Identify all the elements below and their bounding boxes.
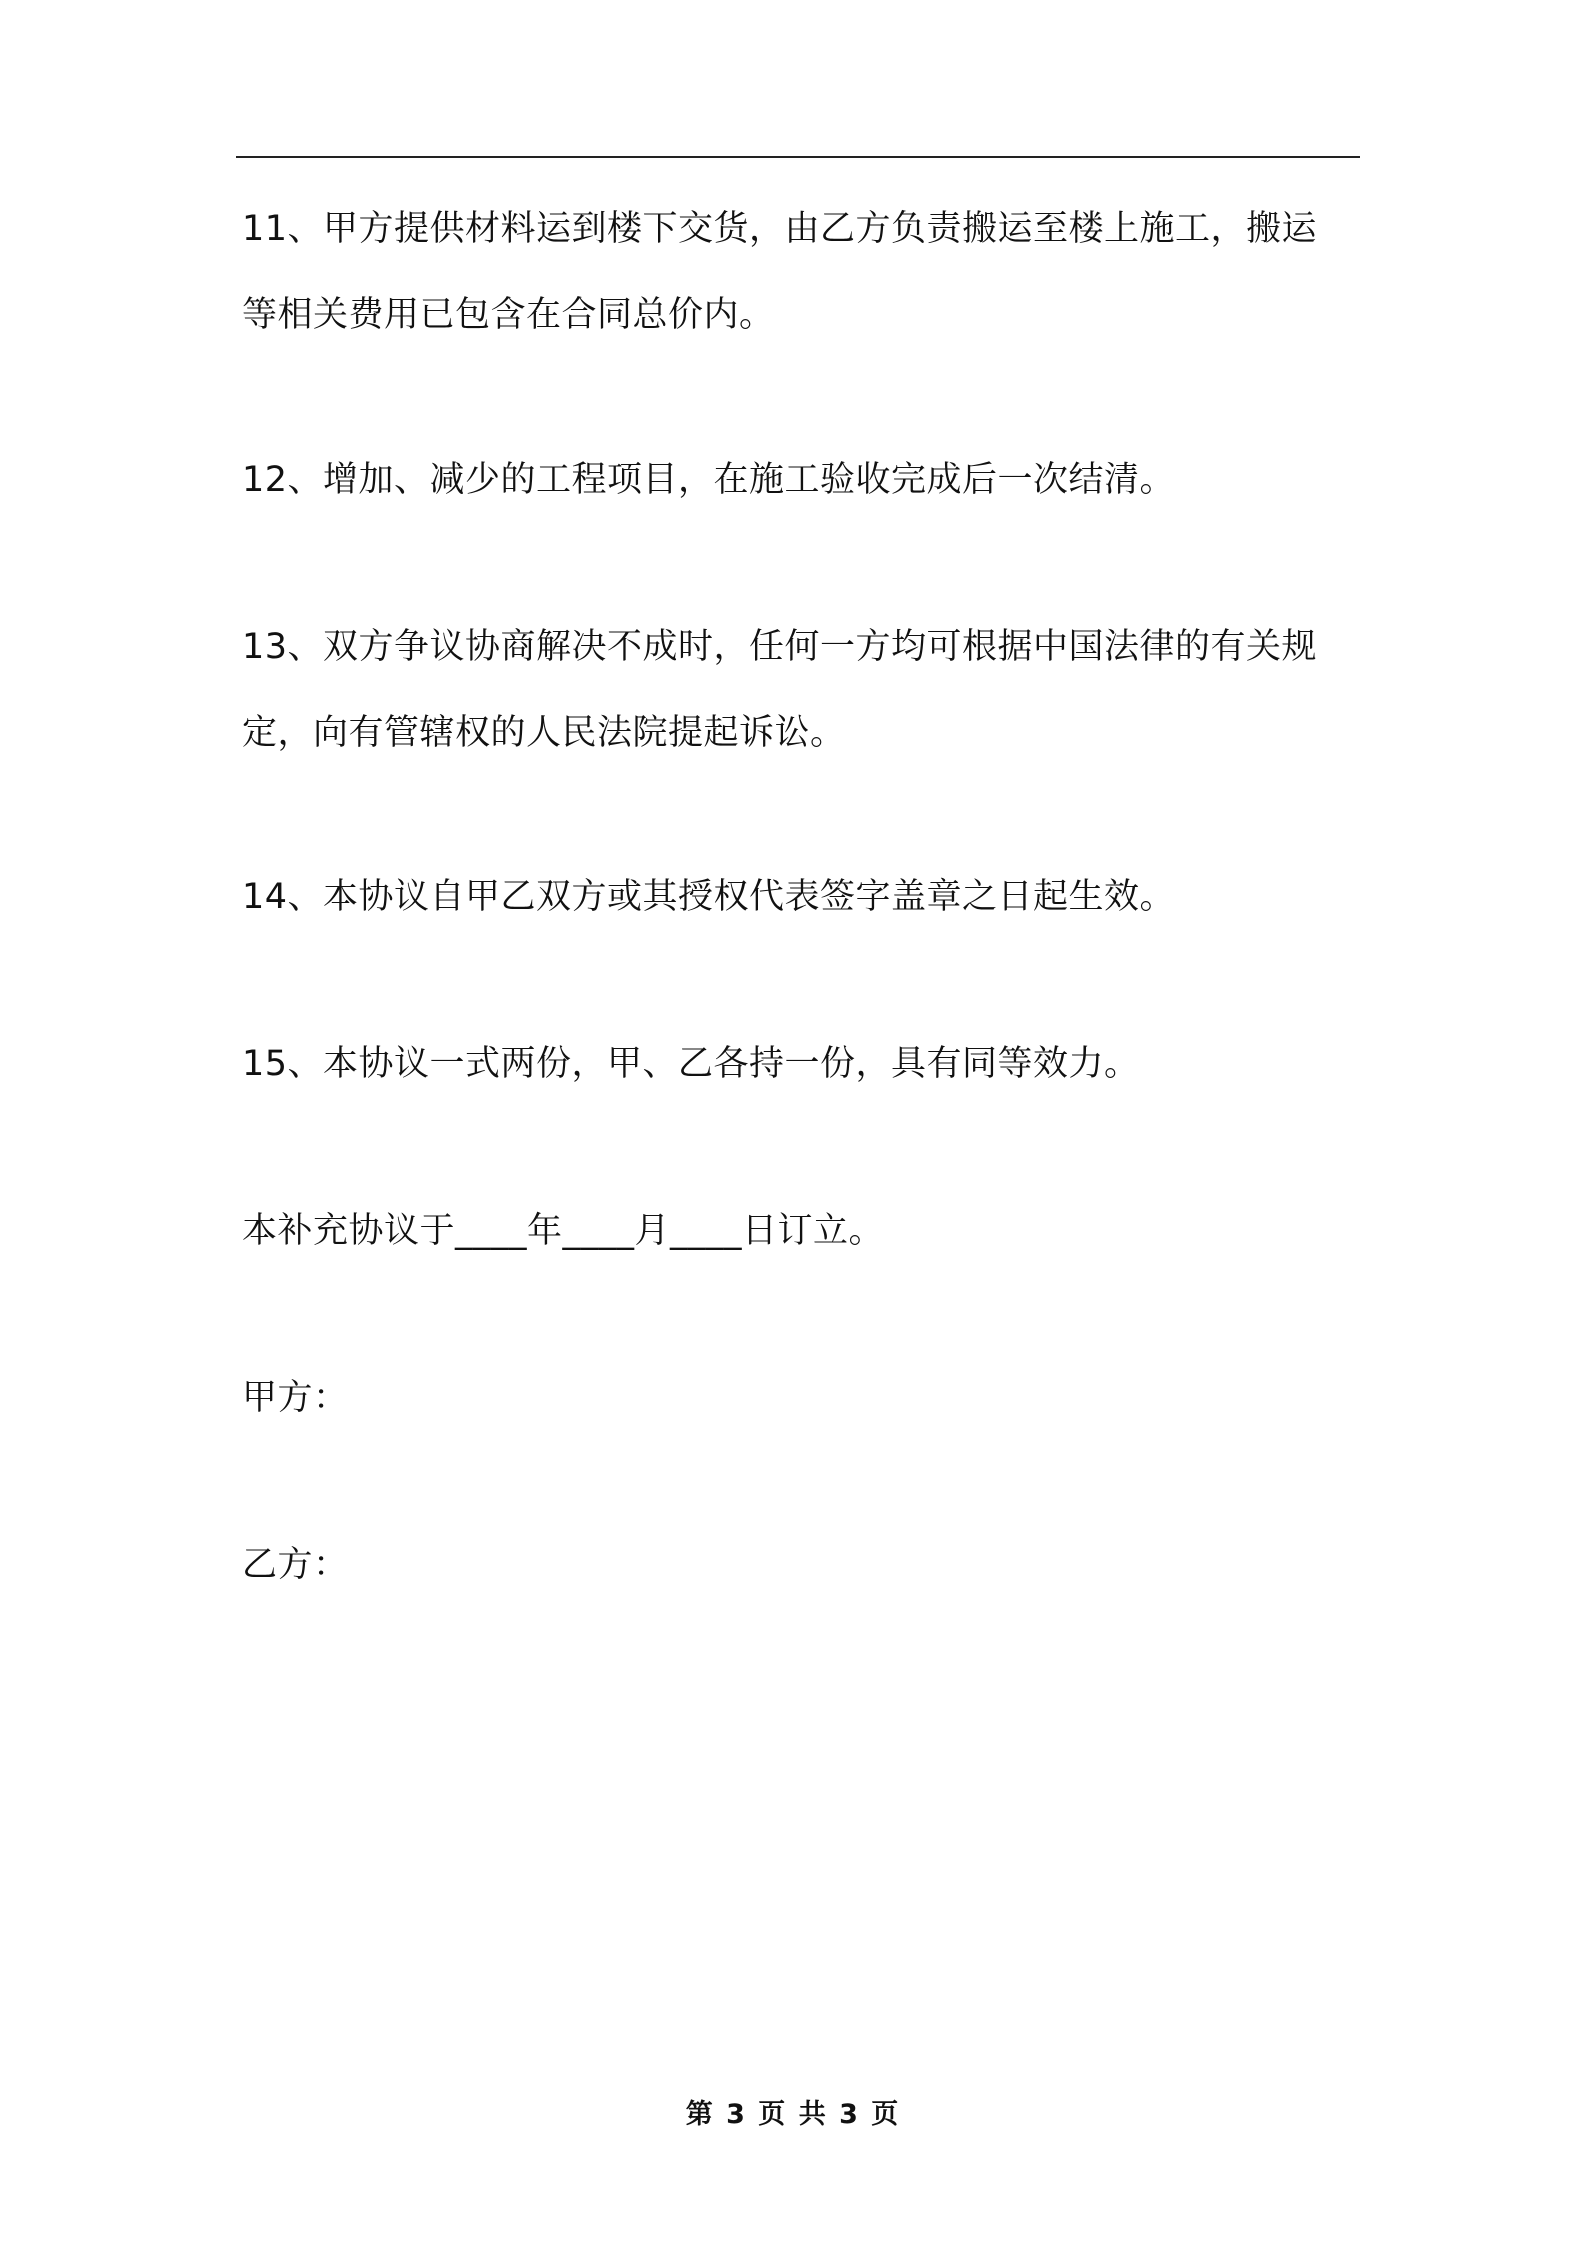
clause-11-line-1: 11、甲方提供材料运到楼下交货，由乙方负责搬运至楼上施工，搬运 xyxy=(242,209,1318,249)
clause-14-line-1: 14、本协议自甲乙双方或其授权代表签字盖章之日起生效。 xyxy=(242,877,1176,917)
signing-date-line: 本补充协议于____年____月____日订立。 xyxy=(242,1211,885,1251)
header-divider xyxy=(236,156,1360,158)
party-a-label: 甲方： xyxy=(242,1378,349,1418)
clause-14 xyxy=(242,854,1362,940)
clause-11 xyxy=(242,186,1362,358)
clause-12-line-1: 12、增加、减少的工程项目，在施工验收完成后一次结清。 xyxy=(242,460,1176,500)
party-b-label: 乙方： xyxy=(242,1545,349,1585)
page-number: 第 3 页 共 3 页 xyxy=(685,2099,901,2130)
clause-15 xyxy=(242,1021,1362,1107)
clause-15-line-1: 15、本协议一式两份，甲、乙各持一份，具有同等效力。 xyxy=(242,1044,1140,1084)
clause-11-line-2: 等相关费用已包含在合同总价内。 xyxy=(242,295,775,335)
clause-12 xyxy=(242,437,1362,523)
clause-13 xyxy=(242,604,1362,776)
clause-13-line-2: 定，向有管辖权的人民法院提起诉讼。 xyxy=(242,713,846,753)
clause-13-line-1: 13、双方争议协商解决不成时，任何一方均可根据中国法律的有关规 xyxy=(242,627,1318,667)
